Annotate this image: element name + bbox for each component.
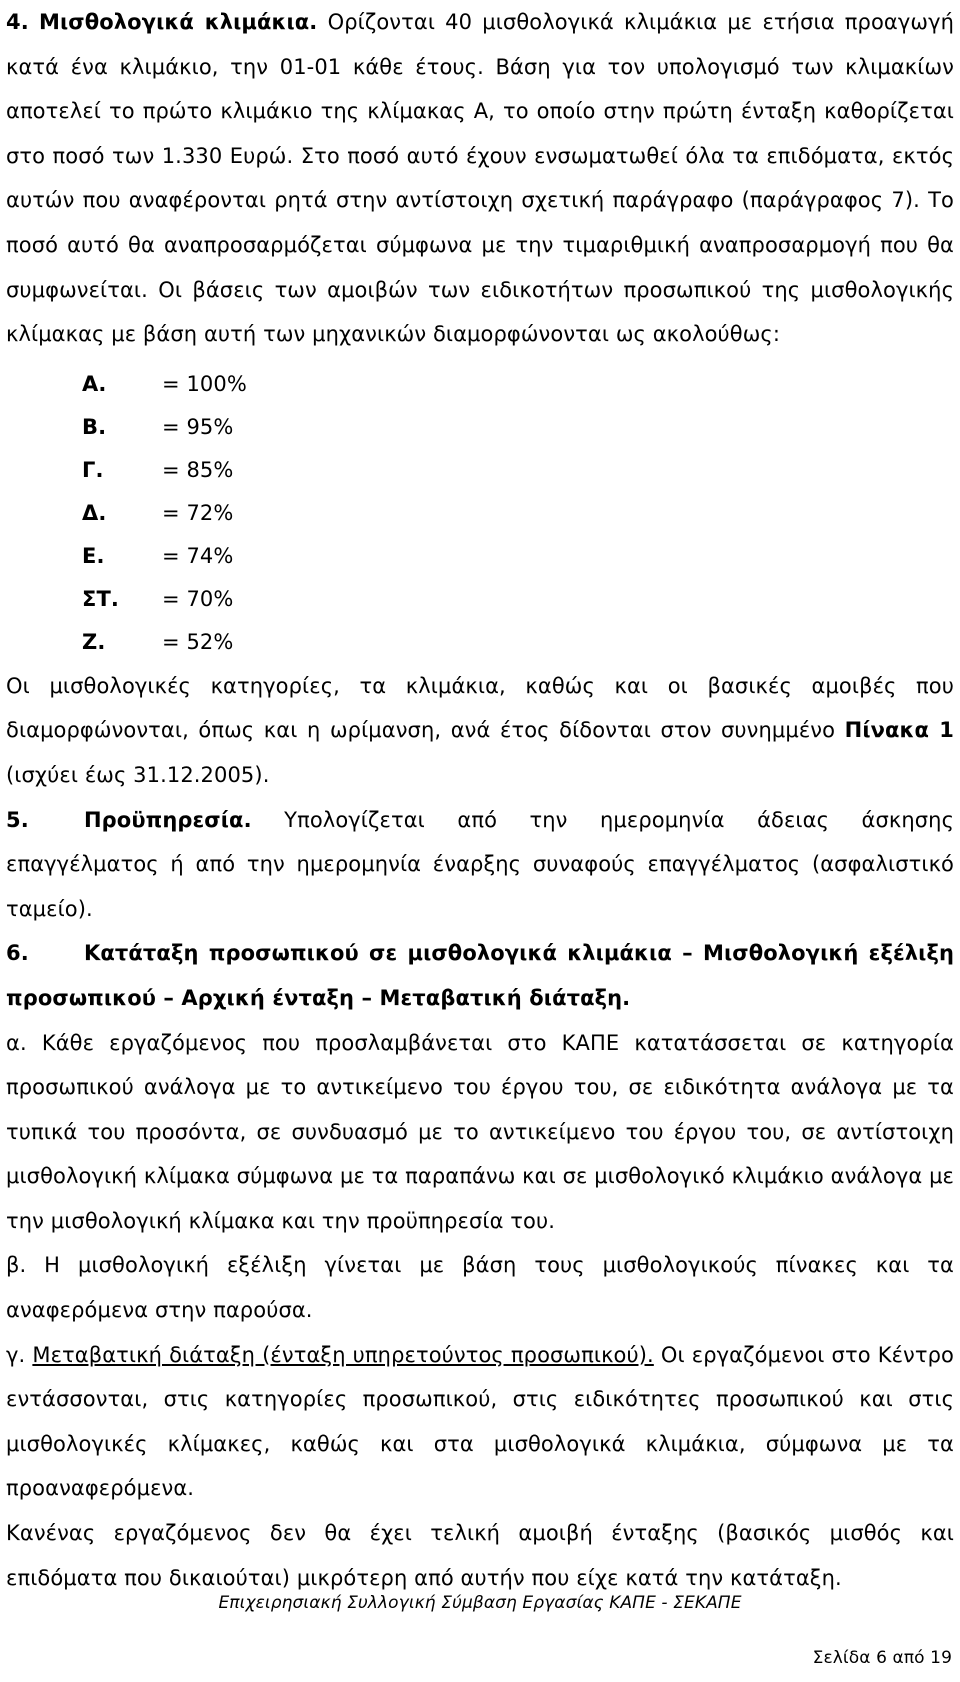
grade-row — [82, 449, 954, 492]
grade-value: = 72% — [162, 500, 234, 525]
section-4-number: 4. — [6, 10, 29, 34]
section-4-text: Ορίζονται 40 μισθολογικά κλιμάκια με ετήσια προαγωγή κατά ένα κλιμάκιο, την 01-01 κάθε έτους. Βάση για τον υπολογισμό των κλιμακίων αποτελεί το πρώτο κλιμάκιο της κλίμακας Α, το οποίο στην πρώτη ένταξη καθορίζεται στο ποσό των 1.330 Ευρώ. Στο ποσό αυτό έχουν ενσωματωθεί όλα τα επιδόματα, εκτός αυτών που αναφέρονται ρητά στην αντίστοιχη σχετική παράγραφο (παράγραφος 7). Το ποσό αυτό θα αναπροσαρμόζεται σύμφωνα με την τιμαριθμική αναπροσαρμογή που θα συμφωνείται. Οι βάσεις των αμοιβών των ειδικοτήτων προσωπικού της μισθολογικής κλίμακας με βάση αυτή των μηχανικών διαμορφώνονται ως ακολούθως: — [6, 10, 955, 347]
section-4-title: Μισθολογικά κλιμάκια. — [38, 10, 318, 34]
grade-row — [82, 406, 954, 449]
grade-letter: Β. — [82, 414, 107, 439]
section-6-heading — [6, 931, 954, 1020]
document-page — [6, 0, 954, 1600]
grade-value: = 100% — [162, 371, 247, 396]
paragraph-c-prefix: γ. — [6, 1342, 26, 1367]
paragraph-c-text: Οι εργαζόμενοι στο Κέντρο εντάσσονται, στις κατηγορίες προσωπικού, στις ειδικότητες προσωπικού και στις μισθολογικές κλίμακες, καθώς και στα μισθολογικά κλιμάκια, σύμφωνα με τα προαναφερόμενα. — [6, 1342, 954, 1501]
section-4-after-text: Οι μισθολογικές κατηγορίες, τα κλιμάκια, καθώς και οι βασικές αμοιβές που διαμορφώνονται, όπως και η ωρίμανση, ανά έτος δίδονται στον συνημμένο — [6, 673, 954, 743]
page-number: Σελίδα 6 από 19 — [812, 1648, 952, 1668]
table-reference: Πίνακα 1 — [844, 718, 954, 743]
grade-value: = 70% — [162, 586, 234, 611]
grade-letter: Δ. — [82, 500, 107, 525]
section-6-paragraph-a: α. Κάθε εργαζόμενος που προσλαμβάνεται στο ΚΑΠΕ κατατάσσεται σε κατηγορία προσωπικού ανάλογα με το αντικείμενο του έργου του, σε ειδικότητα ανάλογα με τα τυπικά του προσόντα, σε συνδυασμό με το αντικείμενο του έργου του, σε αντίστοιχη μισθολογική κλίμακα σύμφωνα με τα παραπάνω και σε μισθολογικό κλιμάκιο ανάλογα με την μισθολογική κλίμακα και την προϋπηρεσία του. — [6, 1030, 954, 1233]
grade-value: = 95% — [162, 414, 234, 439]
section-6-paragraph-c — [6, 1333, 954, 1511]
grade-letter: Γ. — [82, 457, 104, 482]
section-4-paragraph — [6, 0, 954, 357]
section-5-number: 5. — [6, 807, 29, 832]
section-5-title: Προϋπηρεσία. — [84, 807, 252, 832]
transitional-provision-title: Μεταβατική διάταξη (ένταξη υπηρετούντος προσωπικού). — [32, 1342, 654, 1367]
section-5-text: Υπολογίζεται από την ημερομηνία άδειας άσκησης επαγγέλματος ή από την ημερομηνία έναρξης συναφούς επαγγέλματος (ασφαλιστικό ταμείο). — [6, 807, 954, 921]
grade-letter: Ζ. — [82, 629, 106, 654]
grade-value: = 52% — [162, 629, 234, 654]
grade-row — [82, 492, 954, 535]
closing-paragraph: Κανένας εργαζόμενος δεν θα έχει τελική αμοιβή ένταξης (βασικός μισθός και επιδόματα που δικαιούται) μικρότερη από αυτήν που είχε κατά την κατάταξη. — [6, 1521, 954, 1590]
grade-letter: Ε. — [82, 543, 105, 568]
grade-value: = 74% — [162, 543, 234, 568]
grade-value: = 85% — [162, 457, 234, 482]
section-6-title: Κατάταξη προσωπικού σε μισθολογικά κλιμάκια – Μισθολογική εξέλιξη προσωπικού – Αρχική ένταξη – Μεταβατική διάταξη. — [6, 941, 954, 1010]
grade-list — [82, 363, 954, 664]
grade-row — [82, 363, 954, 406]
section-6-number: 6. — [6, 941, 29, 966]
grade-row — [82, 578, 954, 621]
validity-note: (ισχύει έως 31.12.2005). — [6, 762, 270, 787]
section-5-paragraph — [6, 798, 954, 932]
grade-letter: ΣΤ. — [82, 586, 119, 611]
grade-row — [82, 535, 954, 578]
grade-row — [82, 621, 954, 664]
section-6-paragraph-b: β. Η μισθολογική εξέλιξη γίνεται με βάση τους μισθολογικούς πίνακες και τα αναφερόμενα στην παρούσα. — [6, 1253, 954, 1323]
section-4-after-paragraph — [6, 664, 954, 798]
grade-letter: Α. — [82, 371, 107, 396]
footer-title: Επιχειρησιακή Συλλογική Σύμβαση Εργασίας ΚΑΠΕ - ΣΕΚΑΠΕ — [218, 1593, 742, 1613]
